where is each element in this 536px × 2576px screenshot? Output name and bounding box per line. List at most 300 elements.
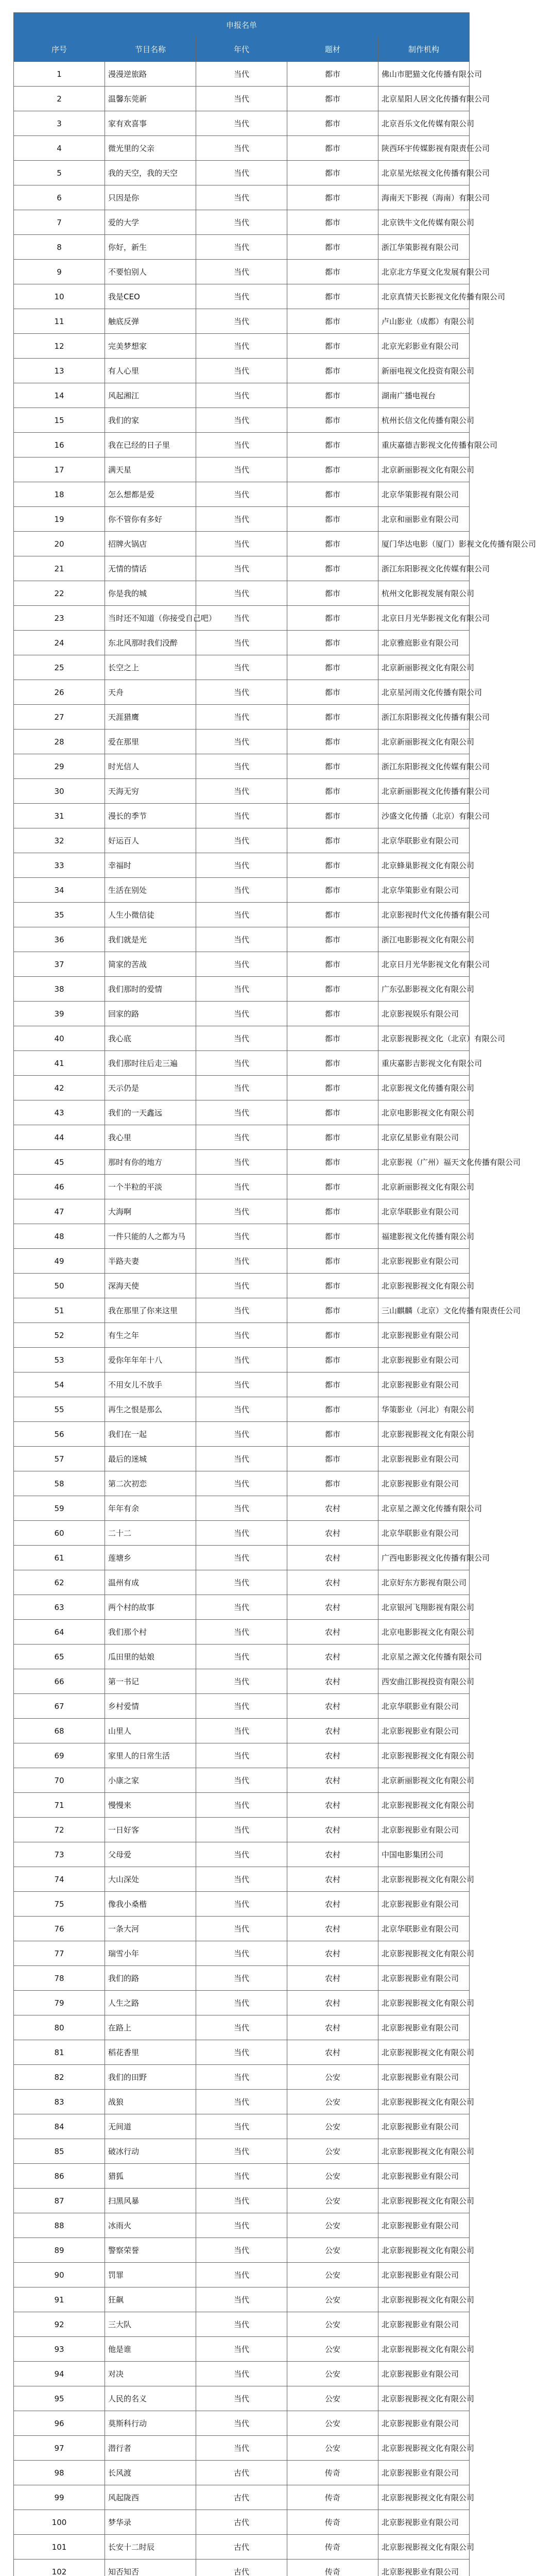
row-index-cell: 50 xyxy=(14,1274,105,1298)
producer-cell: 北京影视影业有限公司 xyxy=(378,1447,470,1471)
producer-cell: 北京影视影业有限公司 xyxy=(378,2461,470,2485)
program-name-cell: 天舟 xyxy=(105,680,196,705)
genre-cell: 都市 xyxy=(287,1249,378,1274)
producer-cell: 北京影视时代文化传播有限公司 xyxy=(378,903,470,927)
genre-cell: 都市 xyxy=(287,309,378,334)
table-row xyxy=(14,1199,470,1224)
genre-cell: 农村 xyxy=(287,1496,378,1521)
era-cell: 当代 xyxy=(196,433,287,457)
header-cell: 题材 xyxy=(287,37,378,62)
era-cell: 当代 xyxy=(196,1793,287,1818)
genre-cell: 公安 xyxy=(287,2139,378,2164)
program-name-cell: 稻花香里 xyxy=(105,2040,196,2065)
producer-cell: 湖南广播电视台 xyxy=(378,383,470,408)
table-row xyxy=(14,2139,470,2164)
genre-cell: 都市 xyxy=(287,1175,378,1199)
producer-cell: 海南天下影视（海南）有限公司 xyxy=(378,185,470,210)
row-index-cell: 81 xyxy=(14,2040,105,2065)
table-row xyxy=(14,210,470,235)
row-index-cell: 76 xyxy=(14,1917,105,1941)
producer-cell: 北京影视影业有限公司 xyxy=(378,1348,470,1372)
program-name-cell: 怎么想都是爱 xyxy=(105,482,196,507)
program-name-cell: 生活在别处 xyxy=(105,878,196,903)
genre-cell: 都市 xyxy=(287,1422,378,1447)
genre-cell: 都市 xyxy=(287,680,378,705)
table-row xyxy=(14,1645,470,1669)
program-name-cell: 简家的苦战 xyxy=(105,952,196,977)
program-name-cell: 深海天使 xyxy=(105,1274,196,1298)
genre-cell: 都市 xyxy=(287,556,378,581)
program-name-cell: 人生之路 xyxy=(105,1991,196,2015)
row-index-cell: 94 xyxy=(14,2362,105,2386)
program-name-cell: 我是CEO xyxy=(105,284,196,309)
row-index-cell: 66 xyxy=(14,1669,105,1694)
program-name-cell: 在路上 xyxy=(105,2015,196,2040)
era-cell: 当代 xyxy=(196,2337,287,2362)
genre-cell: 都市 xyxy=(287,1125,378,1150)
table-row xyxy=(14,1546,470,1570)
row-index-cell: 61 xyxy=(14,1546,105,1570)
producer-cell: 沙盛文化传播（北京）有限公司 xyxy=(378,804,470,828)
era-cell: 当代 xyxy=(196,1892,287,1917)
producer-cell: 北京影视影业有限公司 xyxy=(378,1372,470,1397)
table-row xyxy=(14,1842,470,1867)
era-cell: 当代 xyxy=(196,2312,287,2337)
producer-cell: 北京华联影业有限公司 xyxy=(378,828,470,853)
table-row xyxy=(14,1323,470,1348)
genre-cell: 农村 xyxy=(287,1719,378,1743)
era-cell: 当代 xyxy=(196,260,287,284)
producer-cell: 北京吾乐文化传媒有限公司 xyxy=(378,111,470,136)
era-cell: 当代 xyxy=(196,1397,287,1422)
genre-cell: 都市 xyxy=(287,730,378,754)
row-index-cell: 4 xyxy=(14,136,105,161)
table-row xyxy=(14,2065,470,2090)
producer-cell: 北京影视影视文化有限公司 xyxy=(378,2287,470,2312)
genre-cell: 农村 xyxy=(287,1842,378,1867)
program-name-cell: 你是我的城 xyxy=(105,581,196,606)
program-name-cell: 爱在那里 xyxy=(105,730,196,754)
genre-cell: 都市 xyxy=(287,1051,378,1076)
program-name-cell: 一条大河 xyxy=(105,1917,196,1941)
program-name-cell: 我心里 xyxy=(105,1125,196,1150)
row-index-cell: 17 xyxy=(14,457,105,482)
genre-cell: 公安 xyxy=(287,2312,378,2337)
genre-cell: 公安 xyxy=(287,2164,378,2189)
era-cell: 古代 xyxy=(196,2560,287,2576)
table-row xyxy=(14,1447,470,1471)
genre-cell: 公安 xyxy=(287,2411,378,2436)
table-row xyxy=(14,161,470,185)
table-row xyxy=(14,62,470,87)
genre-cell: 都市 xyxy=(287,779,378,804)
era-cell: 当代 xyxy=(196,1669,287,1694)
table-row xyxy=(14,532,470,556)
genre-cell: 公安 xyxy=(287,2337,378,2362)
program-name-cell: 小康之家 xyxy=(105,1768,196,1793)
program-name-cell: 我们那时的爱情 xyxy=(105,977,196,1002)
producer-cell: 华策影业（河北）有限公司 xyxy=(378,1397,470,1422)
genre-cell: 农村 xyxy=(287,1818,378,1842)
table-row xyxy=(14,433,470,457)
genre-cell: 都市 xyxy=(287,1471,378,1496)
genre-cell: 公安 xyxy=(287,2114,378,2139)
producer-cell: 北京影视（广州）福天文化传播有限公司 xyxy=(378,1150,470,1175)
row-index-cell: 6 xyxy=(14,185,105,210)
producer-cell: 北京影视影视文化有限公司 xyxy=(378,2386,470,2411)
era-cell: 当代 xyxy=(196,408,287,433)
era-cell: 当代 xyxy=(196,828,287,853)
producer-cell: 北京新丽影视文化有限公司 xyxy=(378,730,470,754)
genre-cell: 都市 xyxy=(287,903,378,927)
row-index-cell: 29 xyxy=(14,754,105,779)
producer-cell: 广东弘影影视文化有限公司 xyxy=(378,977,470,1002)
producer-cell: 北京影视文化传播有限公司 xyxy=(378,1076,470,1100)
row-index-cell: 15 xyxy=(14,408,105,433)
row-index-cell: 32 xyxy=(14,828,105,853)
row-index-cell: 41 xyxy=(14,1051,105,1076)
row-index-cell: 75 xyxy=(14,1892,105,1917)
table-row xyxy=(14,260,470,284)
table-row xyxy=(14,1768,470,1793)
table-row xyxy=(14,1372,470,1397)
program-name-cell: 两个村的故事 xyxy=(105,1595,196,1620)
program-name-cell: 我们的一天鑫远 xyxy=(105,1100,196,1125)
genre-cell: 都市 xyxy=(287,952,378,977)
table-row xyxy=(14,903,470,927)
producer-cell: 北京华联影业有限公司 xyxy=(378,1917,470,1941)
genre-cell: 传奇 xyxy=(287,2560,378,2576)
era-cell: 当代 xyxy=(196,210,287,235)
producer-cell: 浙江东阳影视文化传播有限公司 xyxy=(378,705,470,730)
era-cell: 当代 xyxy=(196,235,287,260)
era-cell: 当代 xyxy=(196,2362,287,2386)
program-name-cell: 无情的情话 xyxy=(105,556,196,581)
era-cell: 当代 xyxy=(196,1026,287,1051)
row-index-cell: 102 xyxy=(14,2560,105,2576)
table-row xyxy=(14,1026,470,1051)
row-index-cell: 30 xyxy=(14,779,105,804)
table-row xyxy=(14,359,470,383)
row-index-cell: 51 xyxy=(14,1298,105,1323)
row-index-cell: 12 xyxy=(14,334,105,359)
program-name-cell: 不要怕别人 xyxy=(105,260,196,284)
genre-cell: 都市 xyxy=(287,111,378,136)
program-name-cell: 冰雨火 xyxy=(105,2213,196,2238)
program-name-cell: 最后的迷城 xyxy=(105,1447,196,1471)
table-row xyxy=(14,2337,470,2362)
row-index-cell: 85 xyxy=(14,2139,105,2164)
program-name-cell: 我们那时往后走三遍 xyxy=(105,1051,196,1076)
producer-cell: 北京影视影业有限公司 xyxy=(378,1719,470,1743)
table-row xyxy=(14,2164,470,2189)
row-index-cell: 58 xyxy=(14,1471,105,1496)
row-index-cell: 25 xyxy=(14,655,105,680)
program-name-cell: 三大队 xyxy=(105,2312,196,2337)
row-index-cell: 79 xyxy=(14,1991,105,2015)
table-row xyxy=(14,952,470,977)
genre-cell: 都市 xyxy=(287,1076,378,1100)
program-name-cell: 爱你年年年十八 xyxy=(105,1348,196,1372)
era-cell: 当代 xyxy=(196,1546,287,1570)
table-row xyxy=(14,1669,470,1694)
producer-cell: 北京影视影视文化有限公司 xyxy=(378,2189,470,2213)
genre-cell: 都市 xyxy=(287,87,378,111)
genre-cell: 都市 xyxy=(287,606,378,631)
table-row xyxy=(14,1249,470,1274)
producer-cell: 北京影视影业有限公司 xyxy=(378,1471,470,1496)
producer-cell: 中国电影集团公司 xyxy=(378,1842,470,1867)
row-index-cell: 36 xyxy=(14,927,105,952)
era-cell: 当代 xyxy=(196,1323,287,1348)
era-cell: 当代 xyxy=(196,359,287,383)
genre-cell: 都市 xyxy=(287,1274,378,1298)
row-index-cell: 21 xyxy=(14,556,105,581)
program-name-cell: 破冰行动 xyxy=(105,2139,196,2164)
table-row xyxy=(14,1076,470,1100)
genre-cell: 都市 xyxy=(287,457,378,482)
producer-cell: 北京影视影业有限公司 xyxy=(378,2114,470,2139)
program-name-cell: 他是谁 xyxy=(105,2337,196,2362)
producer-cell: 浙江东阳影视文化传媒有限公司 xyxy=(378,754,470,779)
table-row xyxy=(14,2263,470,2287)
program-name-cell: 我心底 xyxy=(105,1026,196,1051)
row-index-cell: 26 xyxy=(14,680,105,705)
row-index-cell: 14 xyxy=(14,383,105,408)
producer-cell: 北京雅庭影业有限公司 xyxy=(378,631,470,655)
table-row xyxy=(14,111,470,136)
genre-cell: 都市 xyxy=(287,359,378,383)
producer-cell: 浙江电影影视文化有限公司 xyxy=(378,927,470,952)
table-row xyxy=(14,2090,470,2114)
table-row xyxy=(14,1422,470,1447)
program-name-cell: 一日好客 xyxy=(105,1818,196,1842)
table-row xyxy=(14,87,470,111)
producer-cell: 北京星之源文化传播有限公司 xyxy=(378,1496,470,1521)
table-row xyxy=(14,1274,470,1298)
era-cell: 当代 xyxy=(196,1966,287,1991)
table-row xyxy=(14,1100,470,1125)
genre-cell: 都市 xyxy=(287,161,378,185)
era-cell: 当代 xyxy=(196,1941,287,1966)
era-cell: 当代 xyxy=(196,1002,287,1026)
program-name-cell: 温州有成 xyxy=(105,1570,196,1595)
table-row xyxy=(14,2189,470,2213)
genre-cell: 农村 xyxy=(287,1743,378,1768)
era-cell: 当代 xyxy=(196,977,287,1002)
producer-cell: 北京影视影视文化有限公司 xyxy=(378,1991,470,2015)
program-name-cell: 那时有你的地方 xyxy=(105,1150,196,1175)
row-index-cell: 38 xyxy=(14,977,105,1002)
row-index-cell: 8 xyxy=(14,235,105,260)
row-index-cell: 52 xyxy=(14,1323,105,1348)
era-cell: 当代 xyxy=(196,62,287,87)
program-name-cell: 知否知否 xyxy=(105,2560,196,2576)
era-cell: 当代 xyxy=(196,903,287,927)
program-name-cell: 第一书记 xyxy=(105,1669,196,1694)
program-name-cell: 瓜田里的姑娘 xyxy=(105,1645,196,1669)
program-name-cell: 山里人 xyxy=(105,1719,196,1743)
era-cell: 当代 xyxy=(196,532,287,556)
table-row xyxy=(14,1941,470,1966)
program-name-cell: 梦华录 xyxy=(105,2510,196,2535)
era-cell: 当代 xyxy=(196,309,287,334)
era-cell: 当代 xyxy=(196,1818,287,1842)
row-index-cell: 90 xyxy=(14,2263,105,2287)
table-row xyxy=(14,2485,470,2510)
table-row xyxy=(14,1051,470,1076)
table-row xyxy=(14,655,470,680)
genre-cell: 传奇 xyxy=(287,2485,378,2510)
program-name-cell: 好运百人 xyxy=(105,828,196,853)
row-index-cell: 39 xyxy=(14,1002,105,1026)
program-name-cell: 我们的路 xyxy=(105,1966,196,1991)
row-index-cell: 31 xyxy=(14,804,105,828)
producer-cell: 杭州长信文化传播有限公司 xyxy=(378,408,470,433)
table-row xyxy=(14,1892,470,1917)
table-row xyxy=(14,2411,470,2436)
row-index-cell: 69 xyxy=(14,1743,105,1768)
program-name-cell: 大山深处 xyxy=(105,1867,196,1892)
genre-cell: 农村 xyxy=(287,1768,378,1793)
era-cell: 当代 xyxy=(196,730,287,754)
row-index-cell: 49 xyxy=(14,1249,105,1274)
era-cell: 当代 xyxy=(196,1175,287,1199)
genre-cell: 都市 xyxy=(287,136,378,161)
table-row xyxy=(14,2535,470,2560)
table-row xyxy=(14,2287,470,2312)
era-cell: 当代 xyxy=(196,1348,287,1372)
producer-cell: 北京影视影业有限公司 xyxy=(378,2263,470,2287)
row-index-cell: 9 xyxy=(14,260,105,284)
table-row xyxy=(14,1175,470,1199)
table-row xyxy=(14,309,470,334)
producer-cell: 北京影视影业有限公司 xyxy=(378,2510,470,2535)
program-name-cell: 战狼 xyxy=(105,2090,196,2114)
producer-cell: 北京影视影视文化有限公司 xyxy=(378,2485,470,2510)
producer-cell: 北京影视影业有限公司 xyxy=(378,2312,470,2337)
table-row xyxy=(14,457,470,482)
program-name-cell: 像我小桑楷 xyxy=(105,1892,196,1917)
genre-cell: 都市 xyxy=(287,927,378,952)
genre-cell: 农村 xyxy=(287,1694,378,1719)
genre-cell: 农村 xyxy=(287,1793,378,1818)
genre-cell: 公安 xyxy=(287,2213,378,2238)
era-cell: 当代 xyxy=(196,1521,287,1546)
era-cell: 当代 xyxy=(196,2386,287,2411)
genre-cell: 都市 xyxy=(287,853,378,878)
genre-cell: 都市 xyxy=(287,433,378,457)
era-cell: 古代 xyxy=(196,2510,287,2535)
genre-cell: 都市 xyxy=(287,1298,378,1323)
genre-cell: 都市 xyxy=(287,185,378,210)
era-cell: 当代 xyxy=(196,1719,287,1743)
row-index-cell: 24 xyxy=(14,631,105,655)
program-name-cell: 慢慢来 xyxy=(105,1793,196,1818)
producer-cell: 北京星之源文化传播有限公司 xyxy=(378,1645,470,1669)
era-cell: 当代 xyxy=(196,1645,287,1669)
row-index-cell: 83 xyxy=(14,2090,105,2114)
genre-cell: 公安 xyxy=(287,2362,378,2386)
row-index-cell: 48 xyxy=(14,1224,105,1249)
era-cell: 当代 xyxy=(196,136,287,161)
genre-cell: 都市 xyxy=(287,210,378,235)
table-row xyxy=(14,1867,470,1892)
producer-cell: 重庆嘉德吉影视文化传播有限公司 xyxy=(378,433,470,457)
table-row xyxy=(14,1125,470,1150)
table-row xyxy=(14,1966,470,1991)
producer-cell: 北京新丽影视文化有限公司 xyxy=(378,1768,470,1793)
producer-cell: 北京影视影视文化有限公司 xyxy=(378,2535,470,2560)
row-index-cell: 40 xyxy=(14,1026,105,1051)
table-row xyxy=(14,507,470,532)
genre-cell: 都市 xyxy=(287,1199,378,1224)
row-index-cell: 84 xyxy=(14,2114,105,2139)
row-index-cell: 23 xyxy=(14,606,105,631)
era-cell: 当代 xyxy=(196,284,287,309)
header-cell: 制作机构 xyxy=(378,37,470,62)
program-name-cell: 当时还不知道（你接受自己吧） xyxy=(105,606,196,631)
genre-cell: 都市 xyxy=(287,532,378,556)
header-cell: 序号 xyxy=(14,37,105,62)
row-index-cell: 13 xyxy=(14,359,105,383)
program-name-cell: 触底反弹 xyxy=(105,309,196,334)
program-name-cell: 莲塘乡 xyxy=(105,1546,196,1570)
table-row xyxy=(14,853,470,878)
producer-cell: 卢山影业（成都）有限公司 xyxy=(378,309,470,334)
genre-cell: 都市 xyxy=(287,1447,378,1471)
row-index-cell: 34 xyxy=(14,878,105,903)
table-row xyxy=(14,136,470,161)
producer-cell: 北京影视影视文化有限公司 xyxy=(378,2436,470,2461)
table-row xyxy=(14,804,470,828)
genre-cell: 农村 xyxy=(287,1917,378,1941)
genre-cell: 都市 xyxy=(287,260,378,284)
producer-cell: 北京星光炫视文化传播有限公司 xyxy=(378,161,470,185)
row-index-cell: 44 xyxy=(14,1125,105,1150)
producer-cell: 北京好东方影视有限公司 xyxy=(378,1570,470,1595)
era-cell: 当代 xyxy=(196,507,287,532)
table-row xyxy=(14,1224,470,1249)
era-cell: 当代 xyxy=(196,2436,287,2461)
header-row xyxy=(14,37,470,62)
table-row xyxy=(14,2238,470,2263)
genre-cell: 都市 xyxy=(287,235,378,260)
program-name-cell: 天涯猎鹰 xyxy=(105,705,196,730)
producer-cell: 北京光彩影业有限公司 xyxy=(378,334,470,359)
program-name-cell: 长安十二时辰 xyxy=(105,2535,196,2560)
row-index-cell: 11 xyxy=(14,309,105,334)
row-index-cell: 35 xyxy=(14,903,105,927)
era-cell: 当代 xyxy=(196,779,287,804)
program-name-cell: 长空之上 xyxy=(105,655,196,680)
program-name-cell: 大海啊 xyxy=(105,1199,196,1224)
producer-cell: 北京铁牛文化传媒有限公司 xyxy=(378,210,470,235)
row-index-cell: 3 xyxy=(14,111,105,136)
program-name-cell: 只因是你 xyxy=(105,185,196,210)
table-row xyxy=(14,2386,470,2411)
era-cell: 当代 xyxy=(196,581,287,606)
era-cell: 当代 xyxy=(196,1842,287,1867)
genre-cell: 都市 xyxy=(287,1224,378,1249)
table-row xyxy=(14,482,470,507)
table-row xyxy=(14,606,470,631)
program-name-cell: 回家的路 xyxy=(105,1002,196,1026)
table-row xyxy=(14,705,470,730)
producer-cell: 北京真情天长影视文化传播有限公司 xyxy=(378,284,470,309)
producer-cell: 北京影视影业有限公司 xyxy=(378,1818,470,1842)
program-name-cell: 家里人的日常生活 xyxy=(105,1743,196,1768)
